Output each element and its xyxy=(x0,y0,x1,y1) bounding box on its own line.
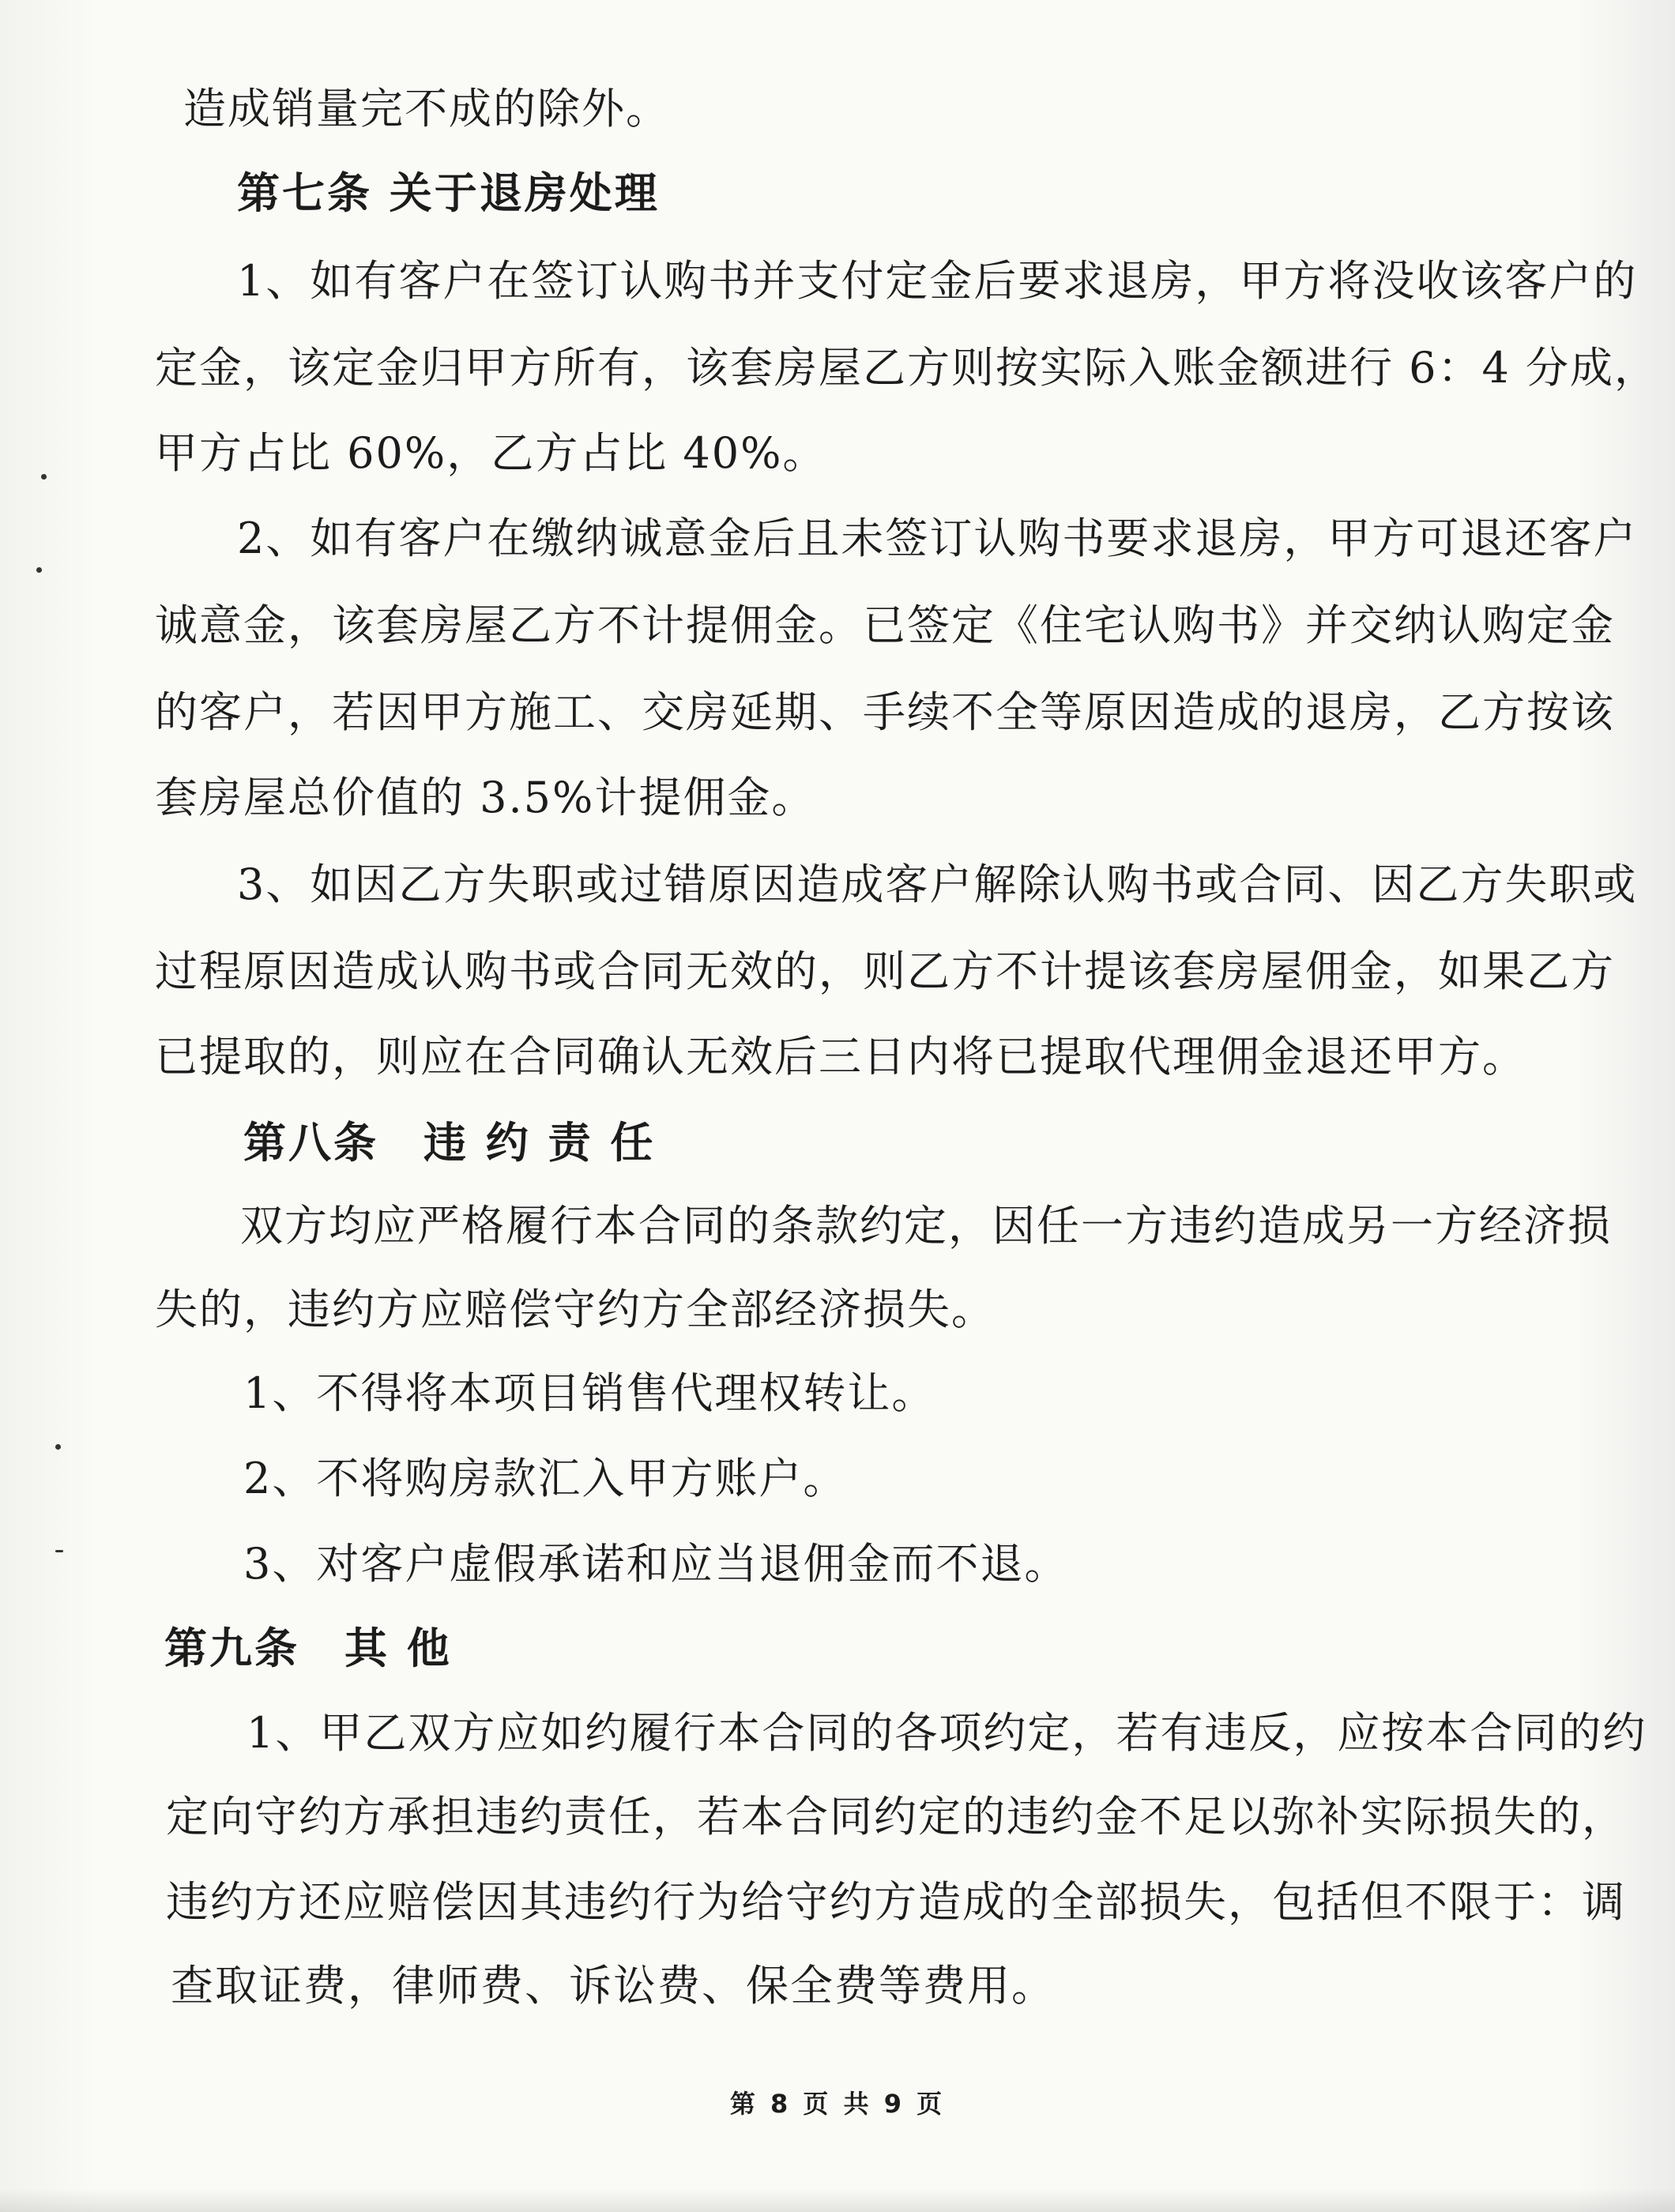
text-line: 3、如因乙方失职或过错原因造成客户解除认购书或合同、因乙方失职或 xyxy=(237,860,1638,909)
text-line: 甲方占比 60%，乙方占比 40%。 xyxy=(155,428,827,478)
text-line: 的客户，若因甲方施工、交房延期、手续不全等原因造成的退房，乙方按该 xyxy=(155,687,1615,737)
text-line: 双方均应严格履行本合同的条款约定，因任一方违约造成另一方经济损 xyxy=(240,1201,1612,1251)
section-heading-article-7: 第七条 关于退房处理 xyxy=(237,167,660,218)
text-line: 定向守约方承担违约责任，若本合同约定的违约金不足以弥补实际损失的， xyxy=(166,1792,1626,1841)
scan-bottom-edge xyxy=(0,2188,1675,2212)
text-line: 过程原因造成认购书或合同无效的，则乙方不计提该套房屋佣金，如果乙方 xyxy=(155,946,1615,996)
scan-speck xyxy=(55,1550,63,1552)
text-line: 失的，违约方应赔偿守约方全部经济损失。 xyxy=(155,1285,996,1334)
scan-speck xyxy=(36,567,42,573)
text-line: 诚意金，该套房屋乙方不计提佣金。已签定《住宅认购书》并交纳认购定金 xyxy=(155,600,1615,650)
text-line: 1、甲乙双方应如约履行本合同的各项约定，若有违反，应按本合同的约 xyxy=(247,1708,1647,1758)
text-line: 查取证费，律师费、诉讼费、保全费等费用。 xyxy=(171,1961,1056,2011)
list-item: 3、对客户虚假承诺和应当退佣金而不退。 xyxy=(243,1539,1069,1589)
text-line: 2、如有客户在缴纳诚意金后且未签订认购书要求退房，甲方可退还客户 xyxy=(237,514,1638,563)
text-line: 违约方还应赔偿因其违约行为给守约方造成的全部损失，包括但不限于：调 xyxy=(166,1877,1626,1927)
text-line: 造成销量完不成的除外。 xyxy=(183,84,670,134)
scan-speck xyxy=(55,1444,61,1450)
text-line: 1、如有客户在签订认购书并支付定金后要求退房，甲方将没收该客户的 xyxy=(237,256,1638,306)
list-item: 1、不得将本项目销售代理权转让。 xyxy=(243,1368,936,1418)
page-number-footer: 第 8 页 共 9 页 xyxy=(729,2089,946,2119)
text-line: 定金，该定金归甲方所有，该套房屋乙方则按实际入账金额进行 6：4 分成， xyxy=(155,343,1659,393)
scan-speck xyxy=(41,474,47,480)
section-heading-article-9: 第九条 其 他 xyxy=(164,1623,452,1673)
text-line: 套房屋总价值的 3.5%计提佣金。 xyxy=(155,773,816,822)
list-item: 2、不将购房款汇入甲方账户。 xyxy=(243,1454,848,1503)
section-heading-article-8: 第八条 违 约 责 任 xyxy=(243,1117,656,1168)
text-line: 已提取的，则应在合同确认无效后三日内将已提取代理佣金退还甲方。 xyxy=(155,1032,1526,1082)
